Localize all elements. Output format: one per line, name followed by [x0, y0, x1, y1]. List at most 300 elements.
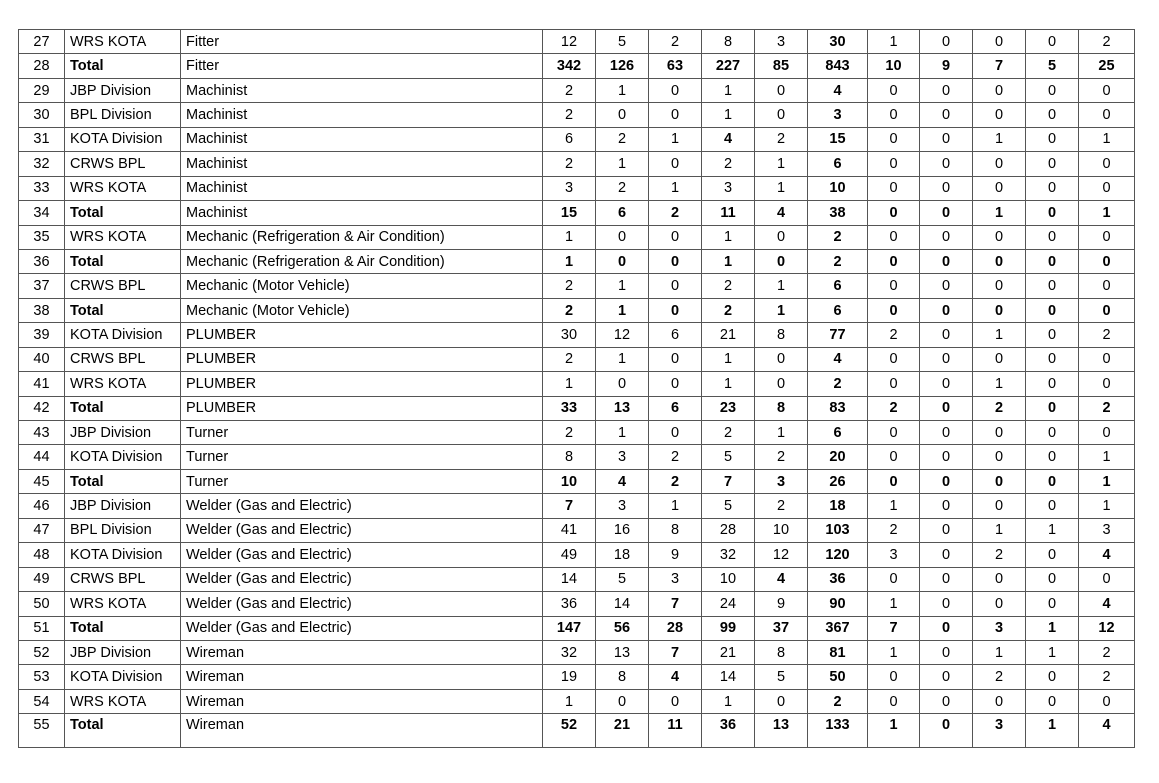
value-cell: 32 [543, 640, 596, 664]
value-cell: 0 [1026, 543, 1079, 567]
unit-cell: WRS KOTA [65, 689, 181, 713]
value-cell: 0 [1026, 665, 1079, 689]
value-cell: 0 [868, 103, 920, 127]
value-cell: 0 [868, 127, 920, 151]
value-cell: 13 [755, 714, 808, 748]
value-cell: 0 [649, 689, 702, 713]
value-cell: 1 [973, 323, 1026, 347]
value-cell: 843 [808, 54, 868, 78]
value-cell: 11 [649, 714, 702, 748]
value-cell: 32 [702, 543, 755, 567]
serial-number-cell: 43 [19, 421, 65, 445]
unit-cell: Total [65, 298, 181, 322]
value-cell: 9 [920, 54, 973, 78]
value-cell: 1 [702, 689, 755, 713]
value-cell: 3 [649, 567, 702, 591]
value-cell: 3 [596, 445, 649, 469]
table-row [19, 152, 1135, 176]
value-cell: 1 [755, 152, 808, 176]
serial-number-cell: 31 [19, 127, 65, 151]
value-cell: 0 [920, 543, 973, 567]
value-cell: 0 [920, 396, 973, 420]
value-cell: 21 [702, 640, 755, 664]
value-cell: 0 [1079, 567, 1135, 591]
unit-cell: KOTA Division [65, 445, 181, 469]
value-cell: 0 [755, 372, 808, 396]
value-cell: 0 [868, 201, 920, 225]
serial-number-cell: 28 [19, 54, 65, 78]
value-cell: 1 [755, 298, 808, 322]
unit-cell: WRS KOTA [65, 592, 181, 616]
value-cell: 36 [808, 567, 868, 591]
value-cell: 0 [1026, 396, 1079, 420]
trade-cell: Turner [181, 469, 543, 493]
value-cell: 367 [808, 616, 868, 640]
value-cell: 1 [702, 225, 755, 249]
value-cell: 0 [868, 567, 920, 591]
unit-cell: Total [65, 714, 181, 748]
serial-number-cell: 45 [19, 469, 65, 493]
value-cell: 3 [868, 543, 920, 567]
value-cell: 3 [755, 30, 808, 54]
value-cell: 14 [596, 592, 649, 616]
value-cell: 0 [920, 616, 973, 640]
value-cell: 10 [808, 176, 868, 200]
value-cell: 7 [649, 640, 702, 664]
value-cell: 2 [543, 421, 596, 445]
value-cell: 0 [1026, 689, 1079, 713]
value-cell: 0 [973, 249, 1026, 273]
value-cell: 2 [702, 274, 755, 298]
table-row [19, 567, 1135, 591]
trade-cell: Wireman [181, 689, 543, 713]
value-cell: 12 [543, 30, 596, 54]
value-cell: 63 [649, 54, 702, 78]
trade-cell: PLUMBER [181, 396, 543, 420]
trade-cell: Mechanic (Refrigeration & Air Condition) [181, 225, 543, 249]
serial-number-cell: 33 [19, 176, 65, 200]
value-cell: 26 [808, 469, 868, 493]
table-row [19, 78, 1135, 102]
value-cell: 3 [1079, 518, 1135, 542]
value-cell: 0 [755, 78, 808, 102]
value-cell: 2 [973, 665, 1026, 689]
value-cell: 0 [1026, 152, 1079, 176]
value-cell: 5 [596, 30, 649, 54]
value-cell: 0 [973, 567, 1026, 591]
table-row [19, 127, 1135, 151]
value-cell: 3 [755, 469, 808, 493]
value-cell: 0 [868, 249, 920, 273]
value-cell: 0 [1079, 78, 1135, 102]
value-cell: 1 [868, 494, 920, 518]
value-cell: 25 [1079, 54, 1135, 78]
value-cell: 90 [808, 592, 868, 616]
trade-cell: Mechanic (Motor Vehicle) [181, 298, 543, 322]
unit-cell: Total [65, 249, 181, 273]
value-cell: 2 [543, 347, 596, 371]
value-cell: 0 [920, 152, 973, 176]
value-cell: 6 [649, 323, 702, 347]
value-cell: 0 [1079, 347, 1135, 371]
table-row [19, 689, 1135, 713]
value-cell: 0 [920, 323, 973, 347]
value-cell: 83 [808, 396, 868, 420]
unit-cell: JBP Division [65, 421, 181, 445]
table-row [19, 445, 1135, 469]
value-cell: 21 [596, 714, 649, 748]
value-cell: 1 [755, 421, 808, 445]
value-cell: 1 [702, 249, 755, 273]
value-cell: 1 [702, 372, 755, 396]
table-total-row [19, 714, 1135, 748]
serial-number-cell: 30 [19, 103, 65, 127]
value-cell: 11 [702, 201, 755, 225]
value-cell: 0 [1026, 103, 1079, 127]
serial-number-cell: 53 [19, 665, 65, 689]
value-cell: 2 [1079, 640, 1135, 664]
value-cell: 0 [649, 274, 702, 298]
value-cell: 1 [702, 78, 755, 102]
serial-number-cell: 36 [19, 249, 65, 273]
value-cell: 20 [808, 445, 868, 469]
value-cell: 10 [702, 567, 755, 591]
value-cell: 2 [1079, 396, 1135, 420]
table-row [19, 592, 1135, 616]
value-cell: 1 [973, 127, 1026, 151]
table-row [19, 225, 1135, 249]
value-cell: 0 [649, 152, 702, 176]
value-cell: 0 [1026, 347, 1079, 371]
unit-cell: JBP Division [65, 640, 181, 664]
value-cell: 120 [808, 543, 868, 567]
value-cell: 0 [868, 176, 920, 200]
value-cell: 6 [808, 152, 868, 176]
trade-cell: Mechanic (Motor Vehicle) [181, 274, 543, 298]
value-cell: 1 [596, 152, 649, 176]
value-cell: 0 [755, 249, 808, 273]
value-cell: 2 [1079, 665, 1135, 689]
value-cell: 8 [702, 30, 755, 54]
value-cell: 0 [868, 469, 920, 493]
value-cell: 6 [596, 201, 649, 225]
serial-number-cell: 38 [19, 298, 65, 322]
value-cell: 0 [1026, 469, 1079, 493]
unit-cell: CRWS BPL [65, 274, 181, 298]
unit-cell: Total [65, 616, 181, 640]
value-cell: 8 [596, 665, 649, 689]
trade-cell: Fitter [181, 54, 543, 78]
value-cell: 36 [702, 714, 755, 748]
value-cell: 0 [973, 469, 1026, 493]
value-cell: 0 [755, 225, 808, 249]
value-cell: 0 [1079, 176, 1135, 200]
value-cell: 0 [920, 201, 973, 225]
serial-number-cell: 34 [19, 201, 65, 225]
value-cell: 1 [702, 103, 755, 127]
table-total-row [19, 396, 1135, 420]
value-cell: 0 [920, 78, 973, 102]
trade-cell: Machinist [181, 176, 543, 200]
unit-cell: BPL Division [65, 103, 181, 127]
value-cell: 1 [649, 127, 702, 151]
serial-number-cell: 54 [19, 689, 65, 713]
value-cell: 33 [543, 396, 596, 420]
value-cell: 0 [1026, 372, 1079, 396]
value-cell: 2 [596, 127, 649, 151]
value-cell: 0 [920, 469, 973, 493]
value-cell: 227 [702, 54, 755, 78]
value-cell: 36 [543, 592, 596, 616]
value-cell: 0 [920, 421, 973, 445]
value-cell: 5 [596, 567, 649, 591]
table-row [19, 421, 1135, 445]
value-cell: 14 [702, 665, 755, 689]
value-cell: 103 [808, 518, 868, 542]
value-cell: 0 [1026, 592, 1079, 616]
value-cell: 30 [543, 323, 596, 347]
value-cell: 1 [755, 176, 808, 200]
unit-cell: Total [65, 201, 181, 225]
value-cell: 28 [649, 616, 702, 640]
serial-number-cell: 42 [19, 396, 65, 420]
value-cell: 4 [755, 567, 808, 591]
value-cell: 3 [808, 103, 868, 127]
value-cell: 1 [649, 176, 702, 200]
value-cell: 7 [973, 54, 1026, 78]
trade-cell: PLUMBER [181, 372, 543, 396]
serial-number-cell: 47 [19, 518, 65, 542]
value-cell: 1 [596, 421, 649, 445]
value-cell: 0 [868, 421, 920, 445]
value-cell: 1 [868, 640, 920, 664]
value-cell: 12 [596, 323, 649, 347]
value-cell: 0 [1026, 78, 1079, 102]
value-cell: 133 [808, 714, 868, 748]
value-cell: 6 [808, 274, 868, 298]
unit-cell: CRWS BPL [65, 567, 181, 591]
value-cell: 0 [868, 152, 920, 176]
value-cell: 7 [868, 616, 920, 640]
value-cell: 0 [1026, 274, 1079, 298]
value-cell: 0 [868, 78, 920, 102]
trade-cell: Wireman [181, 665, 543, 689]
value-cell: 0 [920, 689, 973, 713]
value-cell: 0 [973, 592, 1026, 616]
value-cell: 4 [755, 201, 808, 225]
unit-cell: WRS KOTA [65, 225, 181, 249]
value-cell: 0 [1079, 372, 1135, 396]
value-cell: 0 [920, 225, 973, 249]
trade-cell: Turner [181, 421, 543, 445]
value-cell: 0 [973, 445, 1026, 469]
value-cell: 52 [543, 714, 596, 748]
value-cell: 4 [808, 78, 868, 102]
value-cell: 50 [808, 665, 868, 689]
unit-cell: WRS KOTA [65, 372, 181, 396]
value-cell: 0 [973, 298, 1026, 322]
value-cell: 2 [808, 225, 868, 249]
table-body [19, 30, 1135, 748]
value-cell: 0 [1026, 201, 1079, 225]
unit-cell: JBP Division [65, 78, 181, 102]
unit-cell: Total [65, 396, 181, 420]
serial-number-cell: 39 [19, 323, 65, 347]
unit-cell: CRWS BPL [65, 152, 181, 176]
value-cell: 2 [755, 127, 808, 151]
serial-number-cell: 50 [19, 592, 65, 616]
table-row [19, 518, 1135, 542]
value-cell: 1 [973, 640, 1026, 664]
value-cell: 2 [973, 396, 1026, 420]
value-cell: 2 [868, 323, 920, 347]
trade-cell: Welder (Gas and Electric) [181, 616, 543, 640]
value-cell: 0 [1026, 445, 1079, 469]
value-cell: 2 [543, 78, 596, 102]
value-cell: 3 [543, 176, 596, 200]
unit-cell: KOTA Division [65, 127, 181, 151]
value-cell: 0 [920, 372, 973, 396]
value-cell: 24 [702, 592, 755, 616]
value-cell: 6 [543, 127, 596, 151]
value-cell: 2 [755, 494, 808, 518]
value-cell: 13 [596, 640, 649, 664]
value-cell: 1 [702, 347, 755, 371]
value-cell: 2 [868, 518, 920, 542]
value-cell: 0 [973, 274, 1026, 298]
serial-number-cell: 46 [19, 494, 65, 518]
value-cell: 0 [1026, 127, 1079, 151]
value-cell: 1 [1079, 445, 1135, 469]
serial-number-cell: 27 [19, 30, 65, 54]
trade-cell: Welder (Gas and Electric) [181, 518, 543, 542]
value-cell: 0 [596, 372, 649, 396]
value-cell: 0 [1079, 152, 1135, 176]
value-cell: 0 [1079, 689, 1135, 713]
value-cell: 15 [543, 201, 596, 225]
value-cell: 2 [808, 689, 868, 713]
value-cell: 10 [868, 54, 920, 78]
trade-cell: Machinist [181, 127, 543, 151]
value-cell: 1 [1079, 469, 1135, 493]
value-cell: 1 [543, 249, 596, 273]
value-cell: 0 [920, 347, 973, 371]
value-cell: 56 [596, 616, 649, 640]
table-total-row [19, 616, 1135, 640]
value-cell: 0 [1026, 567, 1079, 591]
value-cell: 4 [702, 127, 755, 151]
value-cell: 14 [543, 567, 596, 591]
value-cell: 2 [702, 152, 755, 176]
value-cell: 10 [755, 518, 808, 542]
value-cell: 0 [973, 78, 1026, 102]
value-cell: 2 [543, 298, 596, 322]
value-cell: 1 [1026, 714, 1079, 748]
value-cell: 0 [649, 249, 702, 273]
table-row [19, 347, 1135, 371]
value-cell: 6 [808, 298, 868, 322]
serial-number-cell: 44 [19, 445, 65, 469]
value-cell: 1 [868, 714, 920, 748]
value-cell: 0 [1026, 249, 1079, 273]
value-cell: 0 [973, 494, 1026, 518]
value-cell: 0 [973, 347, 1026, 371]
trade-cell: Wireman [181, 714, 543, 748]
value-cell: 0 [1079, 249, 1135, 273]
value-cell: 2 [543, 152, 596, 176]
table-row [19, 372, 1135, 396]
unit-cell: KOTA Division [65, 323, 181, 347]
value-cell: 0 [868, 347, 920, 371]
value-cell: 0 [920, 103, 973, 127]
value-cell: 4 [1079, 714, 1135, 748]
value-cell: 7 [649, 592, 702, 616]
value-cell: 2 [649, 201, 702, 225]
value-cell: 1 [543, 372, 596, 396]
value-cell: 0 [868, 372, 920, 396]
value-cell: 1 [543, 689, 596, 713]
value-cell: 0 [1079, 421, 1135, 445]
value-cell: 1 [543, 225, 596, 249]
value-cell: 5 [1026, 54, 1079, 78]
value-cell: 0 [868, 298, 920, 322]
value-cell: 0 [868, 274, 920, 298]
value-cell: 0 [1026, 494, 1079, 518]
value-cell: 147 [543, 616, 596, 640]
value-cell: 0 [920, 567, 973, 591]
value-cell: 41 [543, 518, 596, 542]
value-cell: 0 [920, 592, 973, 616]
value-cell: 5 [755, 665, 808, 689]
trade-cell: Welder (Gas and Electric) [181, 592, 543, 616]
value-cell: 0 [920, 445, 973, 469]
value-cell: 4 [1079, 543, 1135, 567]
unit-cell: WRS KOTA [65, 30, 181, 54]
table-row [19, 323, 1135, 347]
value-cell: 77 [808, 323, 868, 347]
value-cell: 2 [649, 30, 702, 54]
value-cell: 0 [649, 421, 702, 445]
table-row [19, 543, 1135, 567]
value-cell: 37 [755, 616, 808, 640]
unit-cell: Total [65, 54, 181, 78]
table-row [19, 640, 1135, 664]
unit-cell: WRS KOTA [65, 176, 181, 200]
value-cell: 0 [596, 103, 649, 127]
value-cell: 0 [973, 176, 1026, 200]
value-cell: 2 [808, 372, 868, 396]
value-cell: 18 [596, 543, 649, 567]
value-cell: 1 [755, 274, 808, 298]
serial-number-cell: 48 [19, 543, 65, 567]
value-cell: 0 [1026, 30, 1079, 54]
value-cell: 0 [920, 494, 973, 518]
trade-cell: Wireman [181, 640, 543, 664]
value-cell: 0 [649, 225, 702, 249]
table-row [19, 494, 1135, 518]
trade-cell: Mechanic (Refrigeration & Air Condition) [181, 249, 543, 273]
value-cell: 0 [596, 249, 649, 273]
value-cell: 2 [596, 176, 649, 200]
serial-number-cell: 37 [19, 274, 65, 298]
value-cell: 0 [868, 225, 920, 249]
value-cell: 0 [920, 274, 973, 298]
value-cell: 0 [920, 249, 973, 273]
value-cell: 81 [808, 640, 868, 664]
value-cell: 19 [543, 665, 596, 689]
value-cell: 18 [808, 494, 868, 518]
value-cell: 1 [973, 518, 1026, 542]
